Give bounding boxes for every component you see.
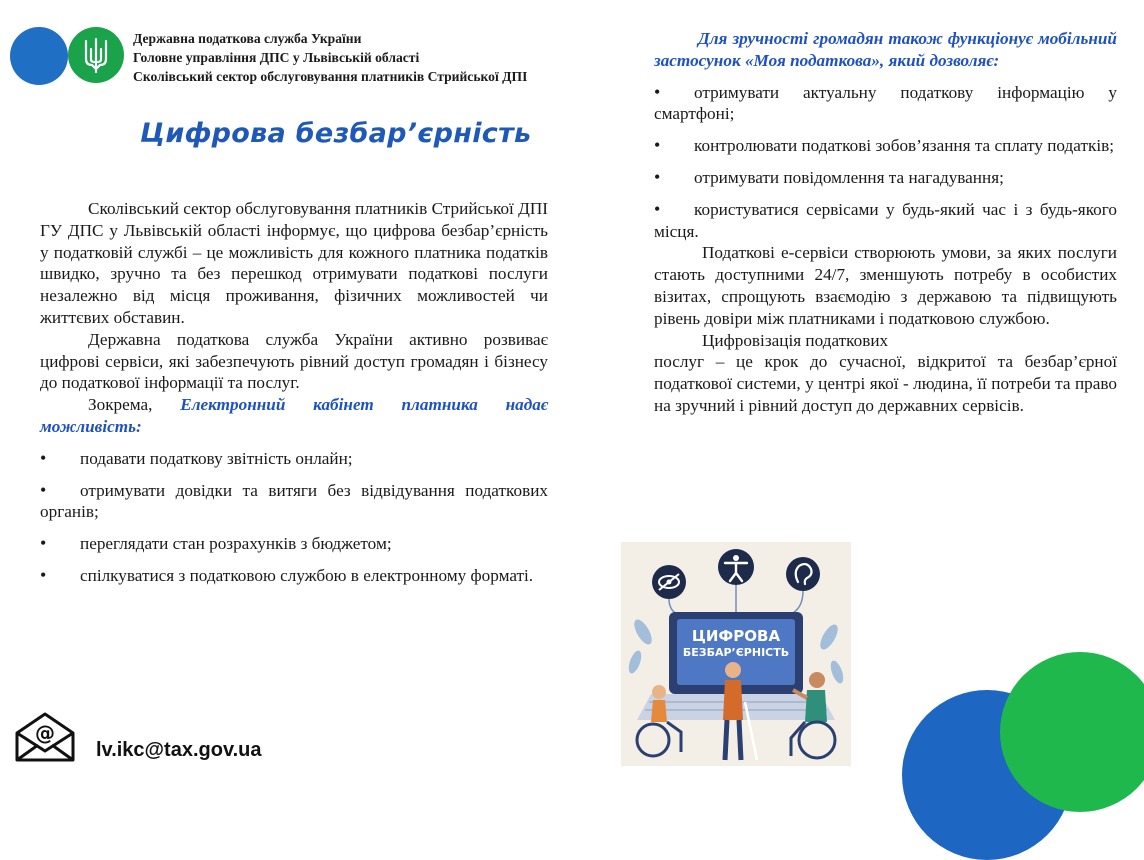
trident-icon [83,37,109,73]
paragraph-dps: Державна податкова служба України активно розвиває цифрові сервіси, які забезпечують рівний доступ громадян і бізнесу до податкової інформації та послуг. [40,329,548,393]
right-column [654,28,1117,417]
accessibility-person-icon [718,549,754,585]
header-line-1: Державна податкова служба України [133,31,362,46]
screen-line-1: ЦИФРОВА [691,627,781,645]
logo-blue-circle [10,27,68,85]
eye-crossed-icon [652,565,686,599]
app-intro: Для зручності громадян також функціонує мобільний застосунок «Моя податкова», який дозволяє: [654,29,1117,70]
left-column [40,198,548,587]
ear-icon [786,557,820,591]
bullet-icon: • [654,166,661,187]
list-item: • отримувати повідомлення та нагадування; [654,166,1004,187]
paragraph-digitalization-line1: Цифровізація податкових [702,330,889,350]
header-line-3: Сколівський сектор обслуговування платників Стрийської ДПІ [133,69,528,84]
bullet-icon: • [654,81,661,102]
list-item: • отримувати актуальну податкову інформацію у смартфоні; [654,81,1117,124]
bullet-icon: • [40,564,47,585]
bullet-icon: • [654,135,661,156]
digital-accessibility-illustration [621,542,851,766]
bullet-icon: • [654,198,661,219]
list-item: • спілкуватися з податковою службою в електронному форматі. [40,564,534,585]
list-item: • отримувати довідки та витяги без відвідування податкових органів; [40,479,548,522]
bullet-icon: • [40,533,47,554]
contact-email[interactable]: lv.ikc@tax.gov.ua [96,739,262,761]
list-item: • контролювати податкові зобов’язання та сплату податків; [654,135,1114,156]
page-title: Цифрова безбар’єрність [140,118,532,149]
list-item: • переглядати стан розрахунків з бюджетом; [40,533,392,554]
cabinet-lead: Зокрема, [88,395,153,415]
screen-line-2: БЕЗБАР’ЄРНІСТЬ [682,646,790,659]
list-item: • подавати податкову звітність онлайн; [40,447,353,468]
envelope-at-icon [12,711,78,763]
cabinet-highlight: Електронний кабінет платника надає можливість: [40,395,548,436]
paragraph-digitalization-rest: послуг – це крок до сучасної, відкритої та безбар’єрної податкової системи, у центрі якої - людина, її потреби та право на зручний і рівний доступ до державних сервісів. [654,352,1117,415]
paragraph-cabinet [40,394,548,438]
bullet-icon: • [40,447,47,468]
organization-header [133,29,527,86]
list-item: • користуватися сервісами у будь-який час і з будь-якого місця. [654,198,1117,241]
header-line-2: Головне управління ДПС у Львівській області [133,50,420,65]
paragraph-eservices: Податкові е-сервіси створюють умови, за яких послуги стають доступними 24/7, зменшують потребу в особистих візитах, спрощують взаємодію з державою та підвищують рівень довіри між платниками і податковою службою. [654,243,1117,328]
bullet-icon: • [40,479,47,500]
paragraph-intro: Сколівський сектор обслуговування платників Стрийської ДПІ ГУ ДПС у Львівській області інформує, що цифрова безбар’єрність у податковій службі – це можливість для кожного платника податків швидко, зручно та без перешкод отримувати податкові послуги незалежно від місця проживання, фізичних можливостей чи життєвих обставин. [40,199,548,327]
svg-text:@: @ [35,721,55,745]
